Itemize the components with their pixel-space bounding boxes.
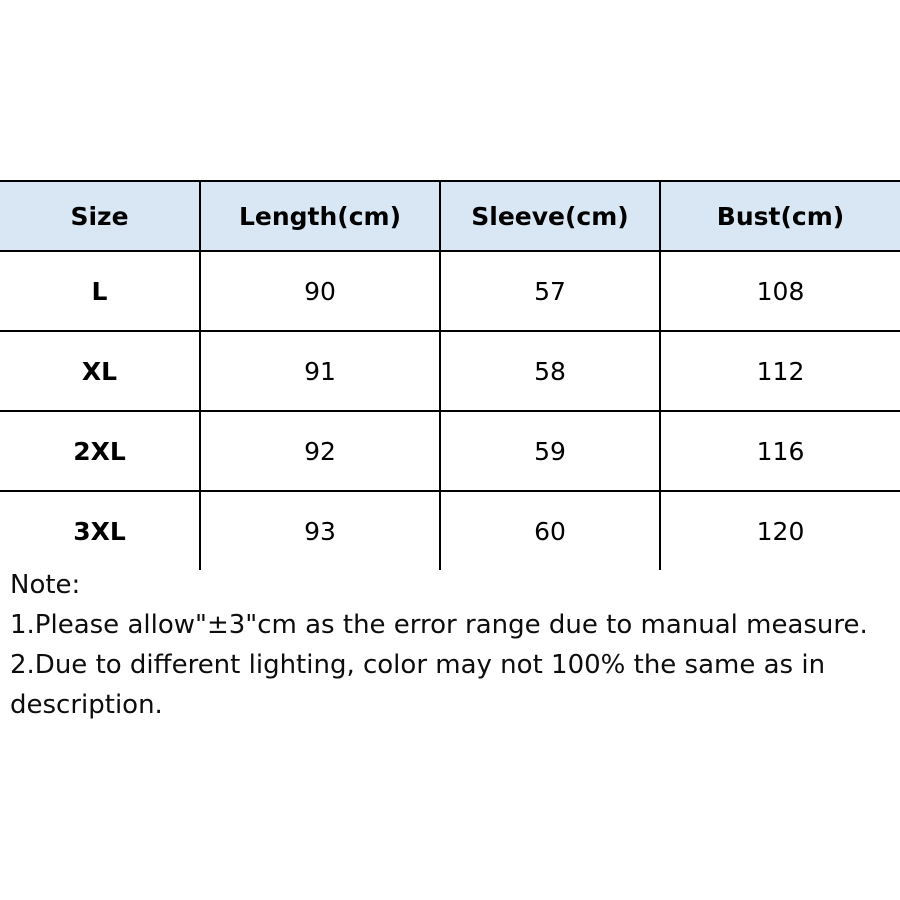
- cell-length: 90: [200, 251, 440, 331]
- size-table: [0, 180, 900, 570]
- note-block: [10, 565, 890, 725]
- cell-size: L: [0, 251, 200, 331]
- table-row: [0, 251, 900, 331]
- cell-length: 92: [200, 411, 440, 491]
- note-title: Note:: [10, 570, 81, 600]
- cell-bust: 116: [660, 411, 900, 491]
- column-header-sleeve: Sleeve(cm): [440, 181, 660, 251]
- cell-size: 2XL: [0, 411, 200, 491]
- table-header-row: [0, 181, 900, 251]
- table-row: [0, 411, 900, 491]
- cell-sleeve: 59: [440, 411, 660, 491]
- cell-sleeve: 60: [440, 491, 660, 570]
- column-header-length: Length(cm): [200, 181, 440, 251]
- size-chart-container: [0, 180, 900, 570]
- cell-sleeve: 58: [440, 331, 660, 411]
- cell-bust: 112: [660, 331, 900, 411]
- cell-size: 3XL: [0, 491, 200, 570]
- cell-size: XL: [0, 331, 200, 411]
- table-row: [0, 491, 900, 570]
- note-line-1: 1.Please allow"±3"cm as the error range due to manual measure.: [10, 610, 868, 640]
- cell-bust: 108: [660, 251, 900, 331]
- cell-bust: 120: [660, 491, 900, 570]
- cell-sleeve: 57: [440, 251, 660, 331]
- column-header-size: Size: [0, 181, 200, 251]
- note-line-2: 2.Due to different lighting, color may not 100% the same as in description.: [10, 650, 826, 720]
- table-row: [0, 331, 900, 411]
- cell-length: 93: [200, 491, 440, 570]
- cell-length: 91: [200, 331, 440, 411]
- column-header-bust: Bust(cm): [660, 181, 900, 251]
